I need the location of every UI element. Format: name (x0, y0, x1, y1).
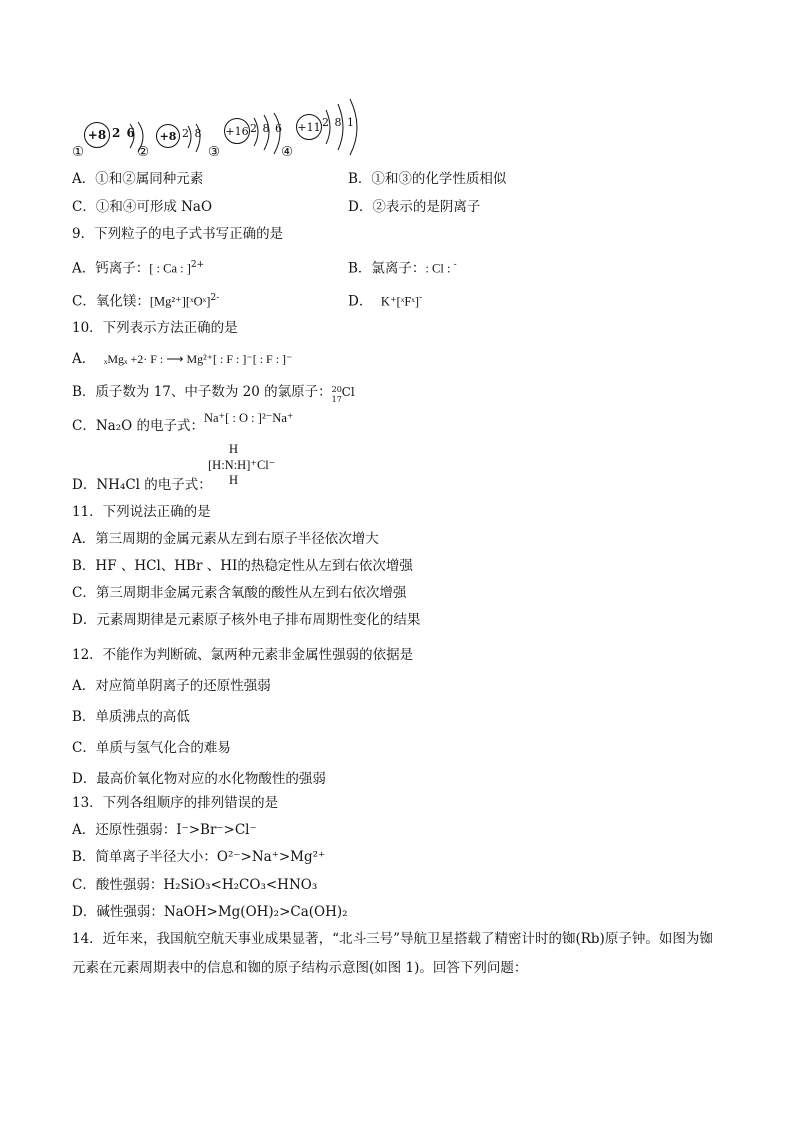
q9-b-charge: - (453, 260, 457, 270)
q11-option-b: B．HF 、HCl、HBr 、HI的热稳定性从左到右依次增强 (72, 558, 413, 574)
q10-d-structure (208, 442, 298, 490)
q10-d-top-h: H (229, 442, 239, 456)
q10-option-b (72, 383, 358, 404)
q13-option-b: B．简单离子半径大小：O²⁻>Na⁺>Mg²⁺ (72, 849, 326, 865)
q8-option-d: D．②表示的是阴离子 (348, 199, 481, 215)
diagram-label-4: ④ (281, 144, 294, 160)
q14-text-line-2: 元素在元素周期表中的信息和铷的原子结构示意图(如图 1)。回答下列问题： (72, 960, 528, 976)
q14-text-line-1: 14．近年来，我国航空航天事业成果显著，“北斗三号”导航卫星搭载了精密计时的铷(Rb)原子钟。如图为铷 (72, 931, 713, 947)
diagram-label-1: ① (72, 144, 85, 160)
q10-option-a (72, 350, 292, 368)
q10-d-middle: [H:N:H]⁺Cl⁻ (208, 458, 276, 472)
q11-stem: 11．下列说法正确的是 (72, 504, 211, 520)
nucleus-4: +11 (296, 114, 322, 140)
q11-option-c: C．第三周期非金属元素含氧酸的酸性从左到右依次增强 (72, 585, 407, 601)
q9-stem: 9．下列粒子的电子式书写正确的是 (72, 226, 284, 242)
q9-d-formula: K⁺[ˣFˣ] (380, 294, 420, 309)
nucleus-2: +8 (156, 124, 180, 148)
shell-numbers-2: 2 8 (182, 127, 203, 140)
nucleus-3: +16 (224, 118, 250, 144)
q12-option-d: D．最高价氧化物对应的水化物酸性的强弱 (72, 771, 326, 787)
diagram-label-2: ② (137, 144, 150, 160)
q13-option-a: A．还原性强弱：I⁻>Br⁻>Cl⁻ (72, 822, 257, 838)
q9-c-charge: 2- (210, 293, 220, 303)
q12-option-c: C．单质与氢气化合的难易 (72, 740, 231, 756)
diagram-label-3: ③ (208, 144, 221, 160)
q10-b-nuclide (331, 383, 358, 404)
q10-d-bottom-h: H (229, 473, 239, 487)
shell-numbers-1: 2 6 (112, 126, 136, 140)
q8-option-b: B．①和③的化学性质相似 (348, 171, 507, 187)
q10-b-text: B．质子数为 17、中子数为 20 的氯原子： (72, 384, 332, 400)
nucleus-1: +8 (84, 122, 110, 148)
q9-d-charge: - (419, 293, 423, 303)
q10-c-formula: Na⁺[ : O : ]²⁻Na⁺ (203, 411, 294, 425)
q8-option-c: C．①和④可形成 NaO (72, 199, 213, 215)
q10-b-mass-number: 20 (331, 385, 342, 394)
atom-diagram-4 (296, 98, 366, 154)
q12-option-b: B．单质沸点的高低 (72, 709, 190, 725)
q13-stem: 13．下列各组顺序的排列错误的是 (72, 795, 279, 811)
q9-b-label: B．氯离子： (348, 260, 426, 277)
q9-c-label: C．氧化镁： (72, 293, 150, 310)
q10-option-c (72, 411, 294, 435)
q9-d-label: D． (348, 293, 373, 310)
q10-a-formula: ₓMgₓ +2· F : ⟶ Mg²⁺[ : F : ]⁻[ : F : ]⁻ (103, 352, 293, 366)
q9-option-c (72, 289, 219, 311)
q9-a-charge: 2+ (190, 260, 205, 270)
q10-a-label: A． (72, 351, 96, 367)
q9-option-b (348, 256, 457, 278)
q10-b-atomic-number: 17 (331, 395, 342, 404)
q10-c-label: C．Na₂O 的电子式： (72, 418, 204, 434)
shell-arcs-4 (316, 98, 368, 156)
q11-option-a: A．第三周期的金属元素从左到右原子半径依次增大 (72, 531, 379, 547)
q8-option-a: A．①和②属同种元素 (72, 171, 204, 187)
q9-a-label: A．钙离子： (72, 260, 150, 277)
q11-option-d: D．元素周期律是元素原子核外电子排布周期性变化的结果 (72, 612, 421, 628)
q13-option-d: D．碱性强弱：NaOH>Mg(OH)₂>Ca(OH)₂ (72, 904, 348, 920)
q9-option-d (348, 289, 422, 311)
q10-stem: 10．下列表示方法正确的是 (72, 320, 238, 336)
q12-stem: 12．不能作为判断硫、氯两种元素非金属性强弱的依据是 (72, 647, 414, 663)
q13-option-c: C．酸性强弱：H₂SiO₃<H₂CO₃<HNO₃ (72, 877, 318, 893)
q9-c-formula: [Mg²⁺][ˣOˣ] (149, 294, 211, 309)
shell-numbers-4: 2 8 1 (322, 116, 355, 129)
q9-option-a (72, 256, 204, 278)
shell-numbers-3: 2 8 6 (250, 122, 283, 135)
atom-diagram-2 (156, 122, 216, 162)
q10-b-symbol: Cl (341, 385, 355, 399)
q12-option-a: A．对应简单阴离子的还原性强弱 (72, 678, 271, 694)
q10-option-d: D．NH₄Cl 的电子式： (72, 477, 212, 493)
q9-a-formula: [ : Ca : ] (149, 261, 191, 276)
atom-diagram-1 (84, 120, 144, 160)
q9-b-formula: : Cl : (425, 261, 454, 276)
